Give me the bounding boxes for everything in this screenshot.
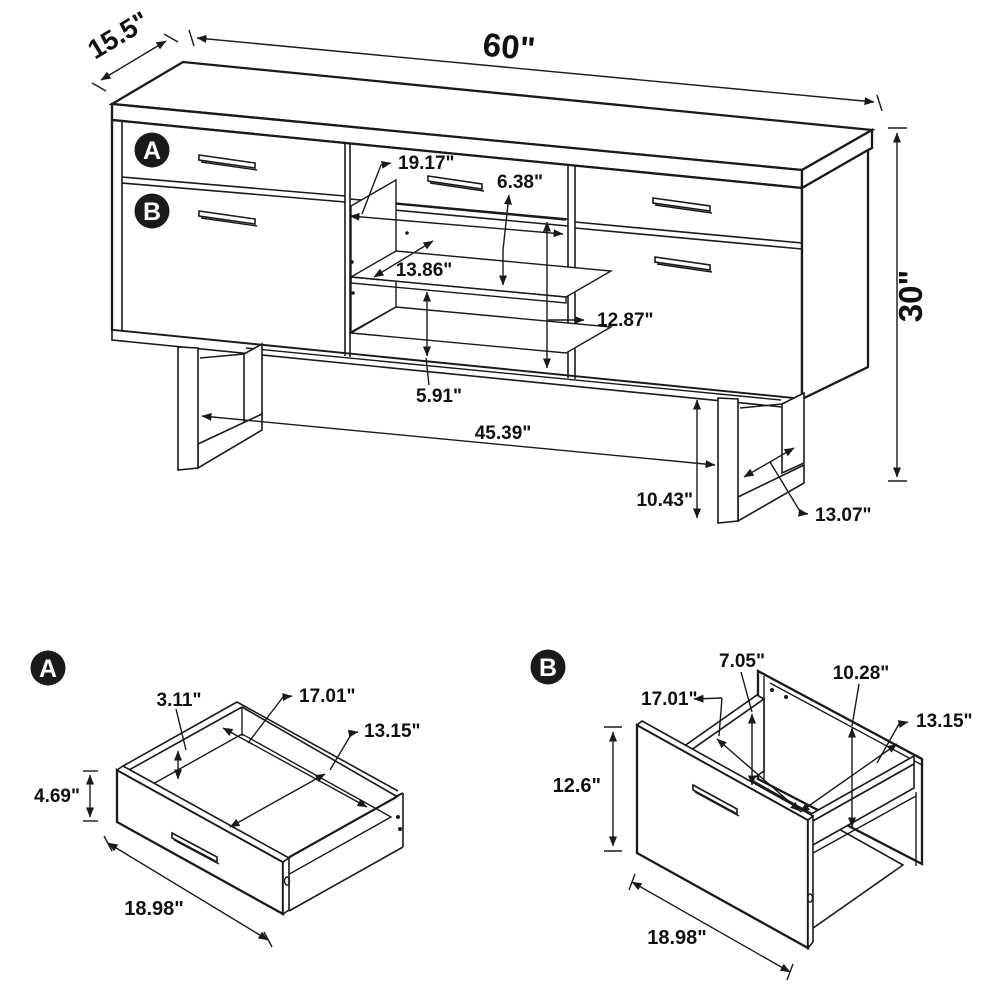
dim-b-front-width-label: 18.98": [647, 927, 707, 949]
tick: [877, 95, 882, 111]
leader: [852, 684, 859, 726]
dim-b-front-height-label: 12.6": [552, 775, 601, 797]
dim-shelf-depth-label: 13.86": [395, 260, 453, 281]
badge-a-main: [135, 133, 170, 168]
leader-arrow: [283, 696, 292, 697]
dim-a-inner-width-label: 17.01": [299, 686, 356, 707]
dim-leg-depth-label: 13.07": [815, 505, 872, 526]
dim-opening-width-label: 19.17": [398, 153, 455, 174]
screw-hole: [770, 688, 774, 692]
dim-b-back-height-label: 10.28": [832, 663, 890, 684]
dim-height-label: 30": [892, 269, 929, 323]
main-view: [83, 6, 929, 526]
left-side-outer-rim: [123, 702, 237, 766]
shelf-pin-hole: [351, 291, 355, 295]
badge-a-detail: [31, 651, 66, 686]
dim-lower-clearance-label: 5.91": [416, 386, 462, 407]
right-leg-front-post: [718, 398, 738, 523]
left-leg-underside: [200, 354, 244, 358]
tick: [92, 83, 106, 91]
dim-opening-height-label: 12.87": [597, 310, 654, 331]
leader-arrow: [801, 513, 808, 514]
badge-b-letter: B: [142, 198, 162, 226]
drawer-a-detail: [31, 651, 421, 948]
left-leg-front-post: [178, 347, 198, 470]
drawer-b-box: [637, 671, 922, 948]
right-side-outer-rim: [289, 793, 403, 857]
left-leg-back-post: [244, 344, 262, 424]
dim-a-inner-height-label: 3.11": [156, 690, 202, 711]
dim-leg-height-label: 10.43": [636, 490, 693, 511]
dim-b-inner-width-label: 17.01": [641, 689, 698, 710]
left-side-inner-rim: [129, 707, 242, 770]
dim-a-inner-width: [223, 686, 367, 807]
right-leg-runner: [738, 465, 804, 521]
dim-width-label: 60": [481, 25, 537, 68]
cabinet: [112, 62, 872, 409]
dim-shelf-clearance-label: 6.38": [497, 172, 543, 193]
leader-arrow: [899, 722, 908, 724]
badge-b-detail: [531, 650, 566, 685]
dim-a-front-width-label: 18.98": [124, 898, 184, 920]
dim-b-front-height: [553, 727, 622, 851]
dim-leg-span-label: 45.39": [474, 423, 532, 444]
dim-depth-label: 15.5": [82, 5, 155, 65]
tick: [164, 34, 178, 42]
dim-b-side-height-label: 7.05": [719, 651, 765, 672]
dim-line: [230, 774, 325, 827]
left-leg-runner: [198, 414, 262, 468]
leader-arrow: [694, 698, 722, 699]
front-panel-end-cap: [283, 858, 289, 914]
right-leg-back-post: [782, 393, 804, 473]
dim-height-30: [888, 128, 929, 481]
badge-a-letter: A: [142, 137, 162, 165]
screw-hole: [396, 815, 400, 819]
dim-a-front-height: [34, 771, 98, 821]
badge-b-main: [135, 194, 170, 229]
shelf-pin-hole: [350, 260, 354, 264]
leader: [248, 697, 283, 743]
front-panel-end-cap: [808, 816, 813, 948]
screw-hole: [398, 827, 402, 831]
cabinet-right-face: [802, 150, 868, 399]
dim-line: [202, 416, 715, 465]
drawer-b-detail: [531, 650, 973, 981]
dim-a-inner-depth-label: 13.15": [364, 721, 421, 742]
dim-a-front-height-label: 4.69": [34, 786, 80, 807]
shelf-pin-hole: [405, 231, 409, 235]
screw-hole: [784, 695, 788, 699]
tick: [189, 30, 194, 46]
dim-b-inner-depth-label: 13.15": [916, 711, 973, 732]
leader-arrow: [352, 732, 358, 733]
badge-a-letter: A: [38, 655, 58, 683]
right-side-bottom-edge: [289, 847, 403, 911]
drawer-a-box: [117, 702, 403, 914]
dim-leg-span: [202, 416, 715, 465]
dim-a-inner-depth: [230, 721, 421, 827]
badge-b-letter: B: [538, 654, 558, 682]
